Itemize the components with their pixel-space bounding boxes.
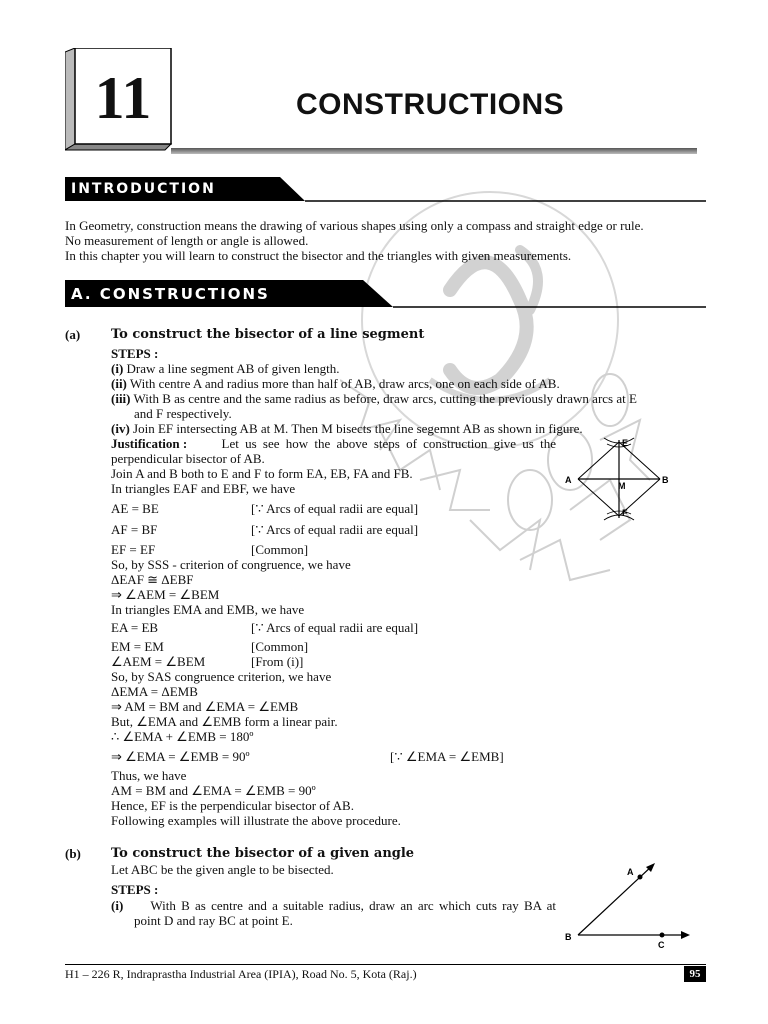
figure-label-a: A	[565, 475, 572, 485]
proof-reason: [From (i)]	[251, 654, 304, 669]
step-text: point D and ray BC at point E.	[134, 913, 293, 928]
proof-reason: [Common]	[251, 639, 309, 654]
proof-statement: AF = BF	[111, 522, 158, 537]
chapter-underline	[171, 148, 697, 154]
constructions-heading-bar	[65, 280, 706, 310]
chapter-title: CONSTRUCTIONS	[296, 88, 565, 121]
angle-figure	[560, 858, 695, 953]
figure-label-b: B	[662, 475, 669, 485]
footer-address: H1 – 226 R, Indraprastha Industrial Area (IPIA), Road No. 5, Kota (Raj.)	[65, 967, 417, 981]
step-item: (iii) With B as centre and the same radius as before, draw arcs, cutting the previously drawn arcs at E	[111, 391, 637, 406]
intro-line: No measurement of length or angle is allowed.	[65, 233, 309, 248]
text-line: Thus, we have	[111, 768, 187, 783]
part-b-label: (b)	[65, 846, 81, 861]
proof-statement: ∠AEM = ∠BEM	[111, 654, 206, 669]
conclusion-statement: ⇒ ∠EMA = ∠EMB = 90º	[111, 749, 250, 764]
part-b-title: To construct the bisector of a given angle	[111, 846, 415, 861]
introduction-text	[65, 218, 705, 263]
justification	[111, 436, 556, 496]
conclusion-reason: [∵ ∠EMA = ∠EMB]	[390, 749, 504, 764]
figure-label-e: E	[622, 438, 629, 448]
text-line: perpendicular bisector of AB.	[111, 451, 265, 466]
figure-label-a: A	[627, 867, 634, 877]
step-item: (i) Draw a line segment AB of given length.	[111, 361, 340, 376]
part-b-steps-heading: STEPS :	[111, 882, 159, 897]
part-a-title: To construct the bisector of a line segment	[111, 327, 425, 342]
text-line: ∴ ∠EMA + ∠EMB = 180º	[111, 729, 254, 744]
part-b-step-1	[111, 898, 556, 928]
steps-heading: STEPS :	[111, 346, 159, 361]
text-line: So, by SAS congruence criterion, we have	[111, 669, 332, 684]
proof-lines-4	[111, 768, 551, 828]
text-line: ΔEMA = ΔEMB	[111, 684, 198, 699]
part-a-label: (a)	[65, 327, 81, 342]
intro-line: In this chapter you will learn to construct the bisector and the triangles with given measurements.	[65, 248, 572, 263]
text-line: ⇒ AM = BM and ∠EMA = ∠EMB	[111, 699, 299, 714]
text-line: Join A and B both to E and F to form EA, EB, FA and FB.	[111, 466, 413, 481]
bisector-figure	[560, 432, 675, 527]
text-line: But, ∠EMA and ∠EMB form a linear pair.	[111, 714, 338, 729]
introduction-heading-bar	[65, 177, 706, 203]
proof-reason: [∵ Arcs of equal radii are equal]	[251, 501, 419, 516]
proof-lines-2	[111, 557, 551, 617]
chapter-number-box	[65, 48, 171, 148]
chapter-number: 11	[94, 64, 152, 131]
text-line: ΔEAF ≅ ΔEBF	[111, 572, 194, 587]
proof-statement: EM = EM	[111, 639, 164, 654]
figure-label-c: C	[658, 940, 665, 950]
proof-reason: [∵ Arcs of equal radii are equal]	[251, 522, 419, 537]
page-number: 95	[684, 966, 706, 982]
part-a-steps	[111, 361, 671, 436]
footer-divider	[65, 964, 706, 965]
proof-lines-3	[111, 669, 551, 744]
text-line: In triangles EAF and EBF, we have	[111, 481, 296, 496]
proof-reason: [∵ Arcs of equal radii are equal]	[251, 620, 419, 635]
proof-statement: AE = BE	[111, 501, 159, 516]
step-item: and F respectively.	[134, 406, 232, 421]
text-line: Hence, EF is the perpendicular bisector of AB.	[111, 798, 354, 813]
constructions-heading: A. CONSTRUCTIONS	[71, 285, 270, 303]
justification-text: Let us see how the above steps of construction give us the	[221, 436, 556, 451]
proof-reason: [Common]	[251, 542, 309, 557]
justification-label: Justification :	[111, 436, 188, 451]
text-line: So, by SSS - criterion of congruence, we have	[111, 557, 351, 572]
step-item: (iv) Join EF intersecting AB at M. Then M bisects the line segemnt AB as shown in figure.	[111, 421, 583, 436]
step-number: (i)	[111, 898, 124, 913]
figure-label-b: B	[565, 932, 572, 942]
text-line: AM = BM and ∠EMA = ∠EMB = 90º	[111, 783, 316, 798]
figure-label-m: M	[618, 481, 626, 491]
text-line: ⇒ ∠AEM = ∠BEM	[111, 587, 220, 602]
step-text: With B as centre and a suitable radius, draw an arc which cuts ray BA at	[150, 898, 556, 913]
step-item: (ii) With centre A and radius more than half of AB, draw arcs, one on each side of AB.	[111, 376, 560, 391]
intro-line: In Geometry, construction means the drawing of various shapes using only a compass and straight edge or rule.	[65, 218, 644, 233]
part-b-intro: Let ABC be the given angle to be bisected.	[111, 862, 334, 877]
introduction-heading: INTRODUCTION	[71, 181, 216, 197]
figure-label-f: F	[622, 508, 628, 518]
text-line: In triangles EMA and EMB, we have	[111, 602, 305, 617]
proof-statement: EA = EB	[111, 620, 159, 635]
text-line: Following examples will illustrate the above procedure.	[111, 813, 401, 828]
proof-statement: EF = EF	[111, 542, 156, 557]
